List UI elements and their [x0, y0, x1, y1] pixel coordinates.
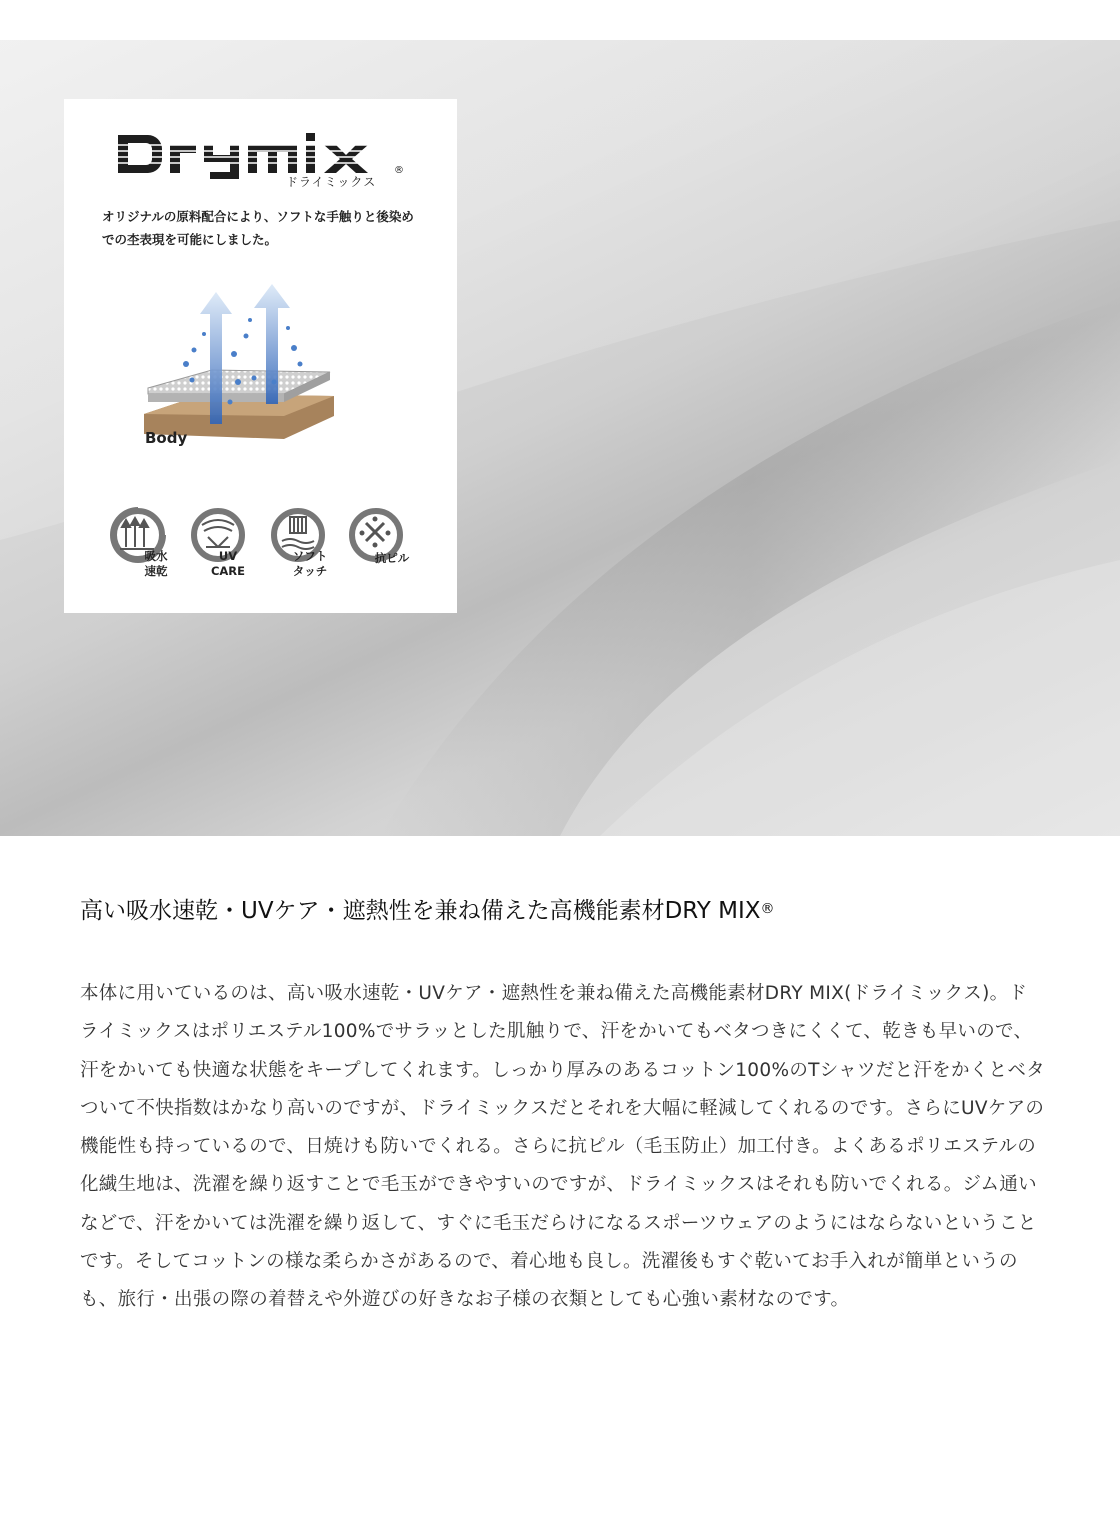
fabric-photo	[0, 40, 1120, 836]
logo-kana: ドライミックス	[286, 175, 377, 189]
feature-anti-pill	[342, 503, 410, 587]
feature-label: 抗ピル	[374, 551, 410, 565]
heading-text: 高い吸水速乾・UVケア・遮熱性を兼ね備えた高機能素材DRY MIX	[80, 898, 761, 924]
feature-uv-care	[184, 503, 252, 587]
tagline: オリジナルの原料配合により、ソフトな手触りと後染めでの杢表現を可能にしました。	[102, 209, 414, 247]
logo-registered-mark: ®	[394, 165, 404, 176]
drymix-logo	[118, 131, 408, 179]
feature-label: 吸水 速乾	[144, 549, 168, 578]
feature-label: UV CARE	[210, 549, 246, 578]
description-paragraph: 本体に用いているのは、高い吸水速乾・UVケア・遮熱性を兼ね備えた高機能素材DRY MIX(ドライミックス)。ドライミックスはポリエステル100%でサラッとした肌触りで、汗をかいてもベタつきにくくて、乾きも早いので、汗をかいても快適な状態をキープしてくれます。しっかり厚みのあるコットン100%のTシャツだと汗をかくとベタついて不快指数はかなり高いのですが、ドライミックスだとそれを大幅に軽減してくれるのです。さらにUVケアの機能性も持っているので、日焼けも防いでくれる。さらに抗ピル（毛玉防止）加工付き。よくあるポリエステルの化繊生地は、洗濯を繰り返すことで毛玉ができやすいのですが、ドライミックスはそれも防いでくれる。ジム通いなどで、汗をかいては洗濯を繰り返して、すぐに毛玉だらけになるスポーツウェアのようにはならないということです。そしてコットンの様な柔らかさがあるので、着心地も良し。洗濯後もすぐ乾いてお手入れが簡単というのも、旅行・出張の際の着替えや外遊びの好きなお子様の衣類としても心強い素材なのです。	[80, 983, 1045, 1311]
section-heading	[80, 892, 1060, 925]
diagram-body-label: Body	[145, 429, 188, 447]
drymix-info-card	[64, 99, 457, 613]
heading-registered-mark: ®	[760, 901, 775, 917]
feature-quick-dry	[104, 503, 172, 587]
feature-soft-touch	[264, 503, 332, 587]
feature-label: ソフト タッチ	[292, 549, 328, 578]
